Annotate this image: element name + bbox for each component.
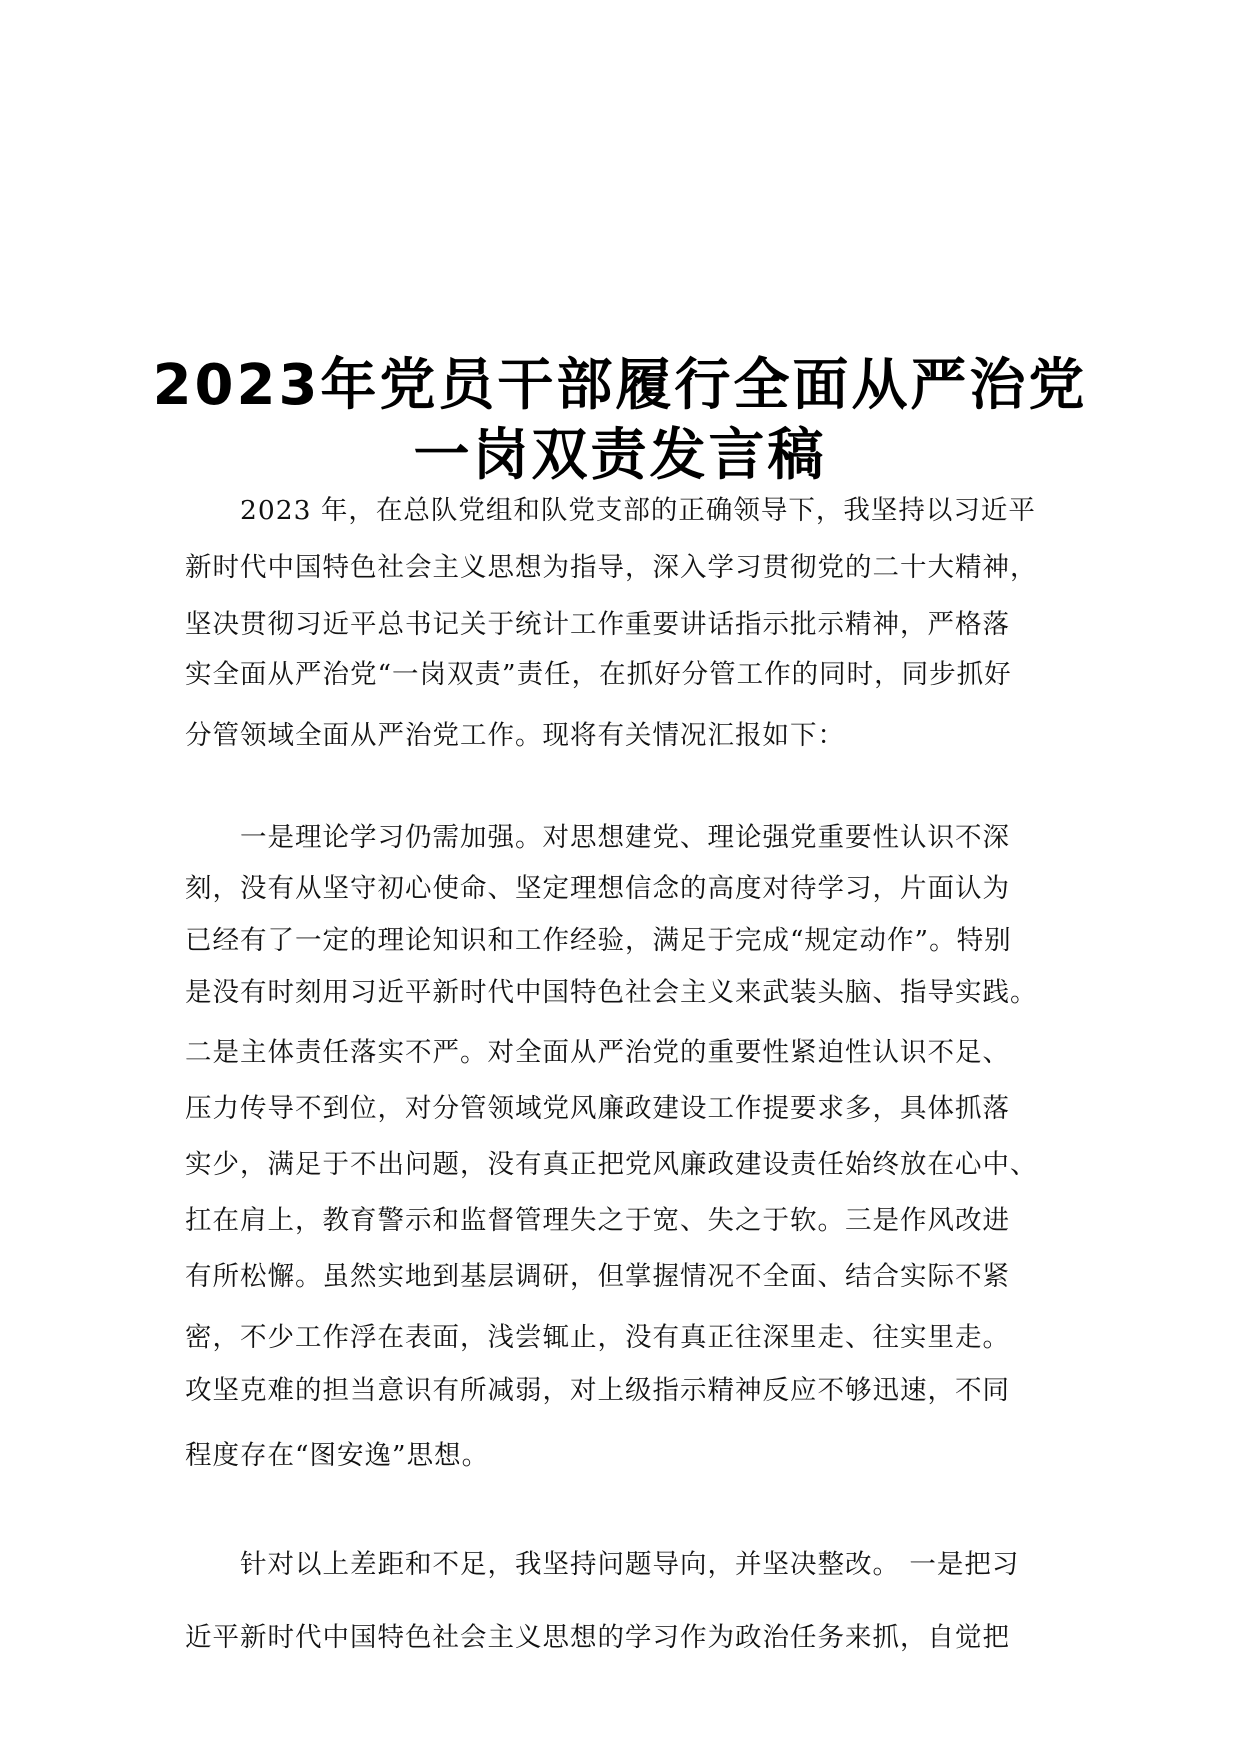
paragraph-line: 有所松懈。虽然实地到基层调研，但掌握情况不全面、结合实际不紧 (185, 1261, 1010, 1292)
paragraph-line: 已经有了一定的理论知识和工作经验，满足于完成“规定动作”。特别 (185, 925, 1012, 956)
paragraph-line: 刻，没有从坚守初心使命、坚定理想信念的高度对待学习，片面认为 (185, 873, 1010, 904)
paragraph-line: 二是主体责任落实不严。对全面从严治党的重要性紧迫性认识不足、 (185, 1037, 1010, 1068)
paragraph-line: 实全面从严治党“一岗双责”责任，在抓好分管工作的同时，同步抓好 (185, 659, 1012, 690)
paragraph-line: 程度存在“图安逸”思想。 (185, 1440, 490, 1471)
paragraph-line: 一是理论学习仍需加强。对思想建党、理论强党重要性认识不深 (240, 822, 1010, 853)
paragraph-line: 分管领域全面从严治党工作。现将有关情况汇报如下： (185, 720, 845, 751)
paragraph-line: 密，不少工作浮在表面，浅尝辄止，没有真正往深里走、往实里走。 (185, 1322, 1010, 1353)
document-title-line-1: 2023年党员干部履行全面从严治党 (152, 353, 1088, 418)
paragraph-line: 近平新时代中国特色社会主义思想的学习作为政治任务来抓，自觉把 (185, 1622, 1010, 1653)
paragraph-line: 2023 年，在总队党组和队党支部的正确领导下，我坚持以习近平 (240, 495, 1036, 526)
paragraph-line: 攻坚克难的担当意识有所减弱，对上级指示精神反应不够迅速，不同 (185, 1375, 1010, 1406)
paragraph-line: 是没有时刻用习近平新时代中国特色社会主义来武装头脑、指导实践。 (185, 977, 1038, 1008)
document-title-line-2: 一岗双责发言稿 (413, 423, 827, 488)
paragraph-line: 针对以上差距和不足，我坚持问题导向，并坚决整改。 一是把习 (240, 1549, 1020, 1580)
paragraph-line: 扛在肩上，教育警示和监督管理失之于宽、失之于软。三是作风改进 (185, 1205, 1010, 1236)
paragraph-line: 压力传导不到位，对分管领域党风廉政建设工作提要求多，具体抓落 (185, 1093, 1010, 1124)
paragraph-line: 坚决贯彻习近平总书记关于统计工作重要讲话指示批示精神，严格落 (185, 609, 1010, 640)
paragraph-line: 新时代中国特色社会主义思想为指导，深入学习贯彻党的二十大精神， (185, 552, 1038, 583)
paragraph-line: 实少，满足于不出问题，没有真正把党风廉政建设责任始终放在心中、 (185, 1149, 1038, 1180)
